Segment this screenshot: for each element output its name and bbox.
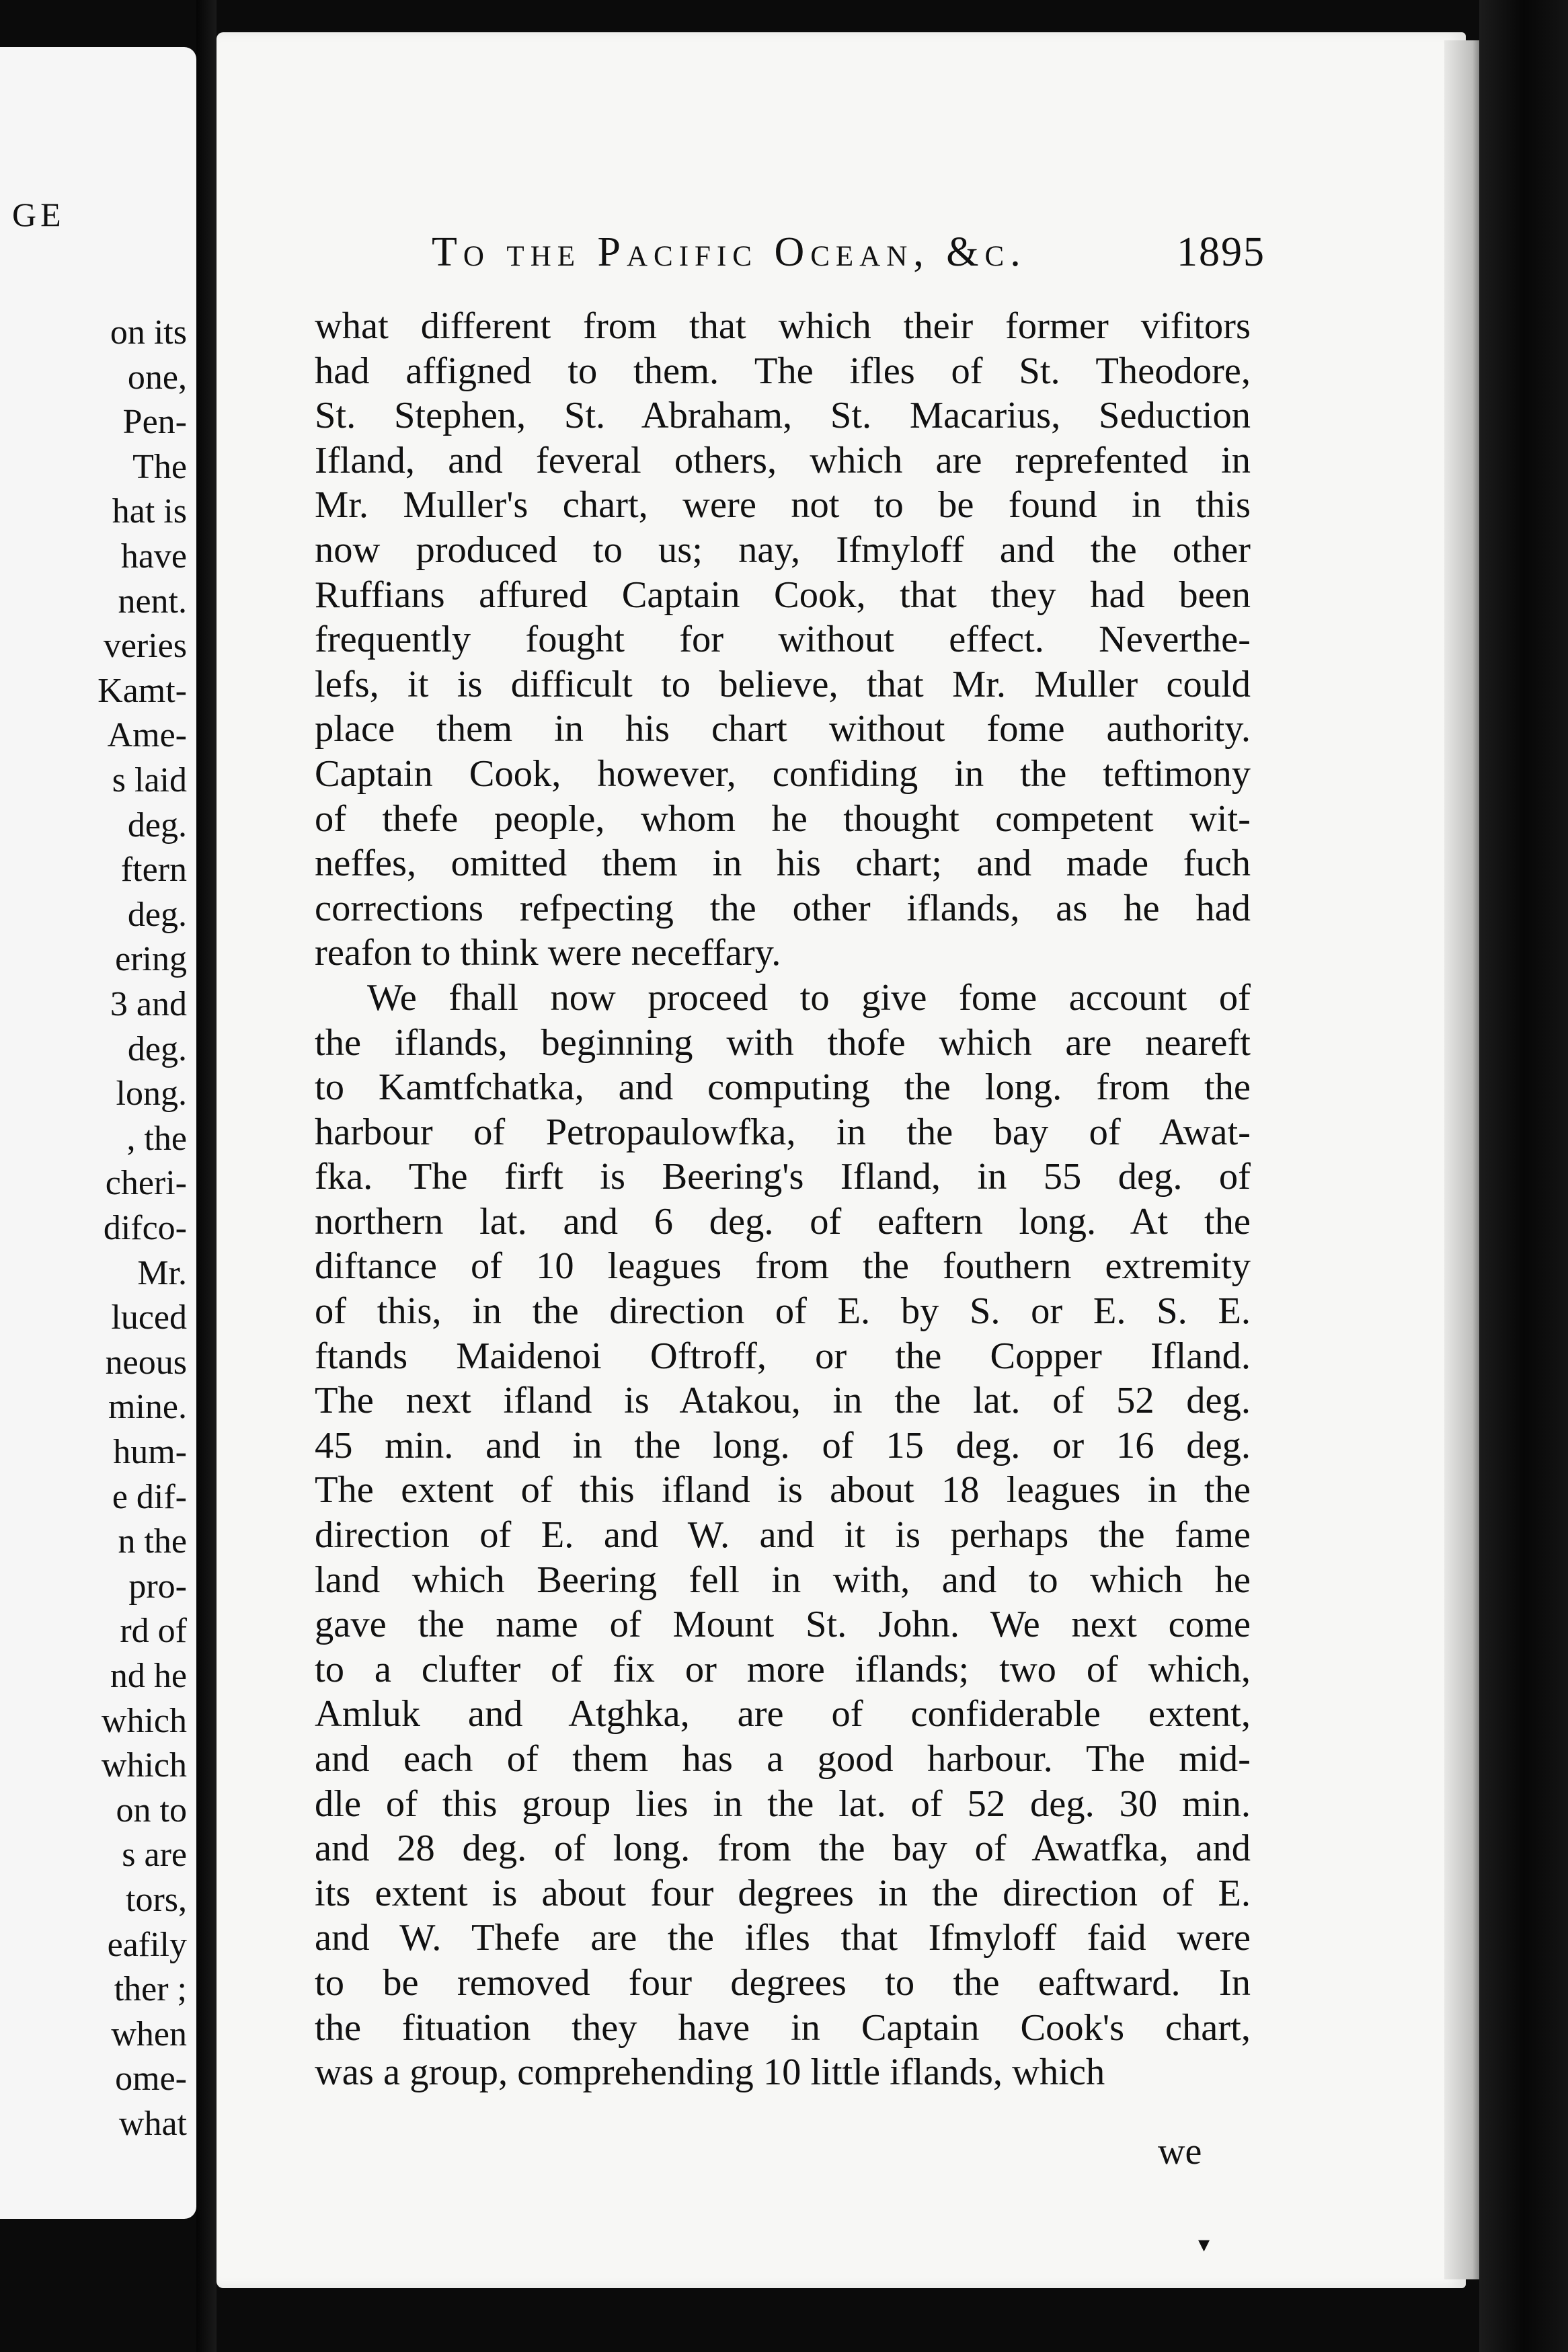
previous-page-line-fragment: s laid (112, 761, 187, 799)
text-line: Mr. Muller's chart, were not to be found in this (315, 484, 1251, 526)
previous-page-line-fragment: tors, (126, 1881, 187, 1919)
text-line: gave the name of Mount St. John. We next come (315, 1604, 1251, 1646)
previous-page-line-fragment: 3 and (110, 985, 187, 1023)
previous-page-line-fragment: Ame- (107, 716, 187, 755)
text-line: the fituation they have in Captain Cook's chart, (315, 2006, 1251, 2049)
previous-page-line-fragment: s are (122, 1836, 187, 1875)
previous-page-line-fragment: on its (110, 313, 187, 352)
text-line: frequently fought for without effect. Neverthe- (315, 619, 1251, 661)
previous-page-line-fragment: veries (103, 627, 187, 666)
previous-page-line-fragment: deg. (127, 895, 187, 934)
text-line: its extent is about four degrees in the direction of E. (315, 1872, 1251, 1914)
previous-page-line-fragment: The (132, 447, 187, 486)
previous-page-line-fragment: long. (116, 1074, 187, 1113)
previous-page-line-fragment: nent. (118, 582, 187, 621)
text-line: and W. Thefe are the ifles that Ifmyloff faid were (315, 1917, 1251, 1959)
text-line: now produced to us; nay, Ifmyloff and the other (315, 528, 1251, 571)
text-line: to a clufter of fix or more iflands; two of which, (315, 1648, 1251, 1690)
previous-page-line-fragment: n the (118, 1522, 187, 1561)
text-line: place them in his chart without fome authority. (315, 708, 1251, 750)
previous-page-line-fragment: which (101, 1701, 187, 1740)
text-line: dle of this group lies in the lat. of 52 deg. 30 min. (315, 1782, 1251, 1825)
book-edge (1479, 0, 1568, 2352)
previous-page-line-fragment: on to (116, 1791, 187, 1830)
previous-page-line-fragment: Mr. (137, 1253, 187, 1292)
text-line: Ifland, and feveral others, which are reprefented in (315, 439, 1251, 481)
running-head (432, 229, 1265, 276)
text-line: corrections refpecting the other iflands, as he had (315, 887, 1251, 929)
previous-page-line-fragment: nd he (110, 1657, 187, 1695)
previous-page-line-fragment: eafily (107, 1925, 187, 1964)
text-line: land which Beering fell in with, and to which he (315, 1559, 1251, 1601)
text-line: The extent of this ifland is about 18 leagues in the (315, 1469, 1251, 1512)
previous-page-line-fragment: have (120, 537, 187, 576)
page-number: 1895 (1177, 229, 1265, 275)
previous-page-line-fragment: when (111, 2014, 187, 2053)
body-text (315, 304, 1251, 2095)
previous-page-line-fragment: what (118, 2105, 187, 2143)
text-line: neffes, omitted them in his chart; and made fuch (315, 842, 1251, 885)
text-line: fka. The firft is Beering's Ifland, in 55 deg. of (315, 1156, 1251, 1198)
previous-page-line-fragment: deg. (127, 1029, 187, 1068)
previous-page-line-fragment: pro- (128, 1567, 187, 1606)
text-line: what different from that which their former vifitors (315, 305, 1251, 347)
catchword: we (1158, 2131, 1202, 2172)
text-line: Captain Cook, however, confiding in the teftimony (315, 752, 1251, 795)
previous-page-line-fragment: Pen- (122, 403, 187, 442)
text-line: the iflands, beginning with thofe which are neareft (315, 1021, 1251, 1064)
previous-page-line-fragment: Kamt- (97, 671, 187, 710)
text-line: The next ifland is Atakou, in the lat. of 52 deg. (315, 1380, 1251, 1422)
text-line: lefs, it is difficult to believe, that Mr. Muller could (315, 663, 1251, 705)
previous-page-line-fragment: ther ; (114, 1970, 187, 2009)
previous-page (0, 47, 196, 2219)
text-line: harbour of Petropaulowfka, in the bay of Awat- (315, 1111, 1251, 1153)
text-line: ftands Maidenoi Oftroff, or the Copper Ifland. (315, 1335, 1251, 1377)
previous-page-line-fragment: hat is (112, 492, 187, 531)
previous-page-line-fragment: which (101, 1746, 187, 1785)
text-line: of thefe people, whom he thought competent wit- (315, 797, 1251, 840)
text-line: Amluk and Atghka, are of confiderable extent, (315, 1693, 1251, 1735)
previous-page-line-fragment: ering (115, 940, 187, 979)
previous-page-line-fragment: mine. (108, 1388, 187, 1427)
previous-page-line-fragment: deg. (127, 806, 187, 845)
text-line: to be removed four degrees to the eaftward. In (315, 1961, 1251, 2004)
text-line: St. Stephen, St. Abraham, St. Macarius, Seduction (315, 395, 1251, 437)
text-line: reafon to think were neceffary. (315, 932, 781, 974)
text-line: 45 min. and in the long. of 15 deg. or 16 deg. (315, 1424, 1251, 1466)
previous-page-line-fragment: difco- (103, 1209, 187, 1247)
previous-page-line-fragment: ome- (115, 2060, 187, 2099)
previous-page-line-fragment: ftern (120, 851, 187, 890)
text-line: to Kamtfchatka, and computing the long. from the (315, 1066, 1251, 1109)
text-line: of this, in the direction of E. by S. or E. S. E. (315, 1290, 1251, 1333)
previous-page-line-fragment: rd of (120, 1612, 187, 1651)
running-title: To the Pacific Ocean, &c. (432, 229, 1027, 275)
previous-page-header: GE (12, 196, 65, 233)
previous-page-line-fragment: , the (126, 1119, 187, 1158)
text-line: was a group, comprehending 10 little iflands, which (315, 2051, 1105, 2094)
text-line: northern lat. and 6 deg. of eaftern long. At the (315, 1200, 1251, 1243)
previous-page-line-fragment: luced (111, 1298, 187, 1337)
previous-page-line-fragment: one, (127, 358, 187, 397)
text-line: We fhall now proceed to give fome account of (367, 976, 1251, 1019)
previous-page-line-fragment: neous (105, 1343, 187, 1382)
text-line: direction of E. and W. and it is perhaps the fame (315, 1514, 1251, 1557)
previous-page-line-fragment: e dif- (112, 1477, 187, 1516)
text-line: and each of them has a good harbour. The mid- (315, 1738, 1251, 1780)
text-line: diftance of 10 leagues from the fouthern extremity (315, 1245, 1251, 1288)
text-line: and 28 deg. of long. from the bay of Awatfka, and (315, 1828, 1251, 1870)
book-gutter (196, 0, 217, 2352)
text-line: Ruffians affured Captain Cook, that they had been (315, 574, 1251, 616)
previous-page-line-fragment: hum- (113, 1433, 187, 1471)
signature-mark: ▾ (1198, 2232, 1210, 2257)
text-line: had affigned to them. The ifles of St. Theodore, (315, 350, 1251, 392)
previous-page-line-fragment: cheri- (105, 1164, 187, 1203)
